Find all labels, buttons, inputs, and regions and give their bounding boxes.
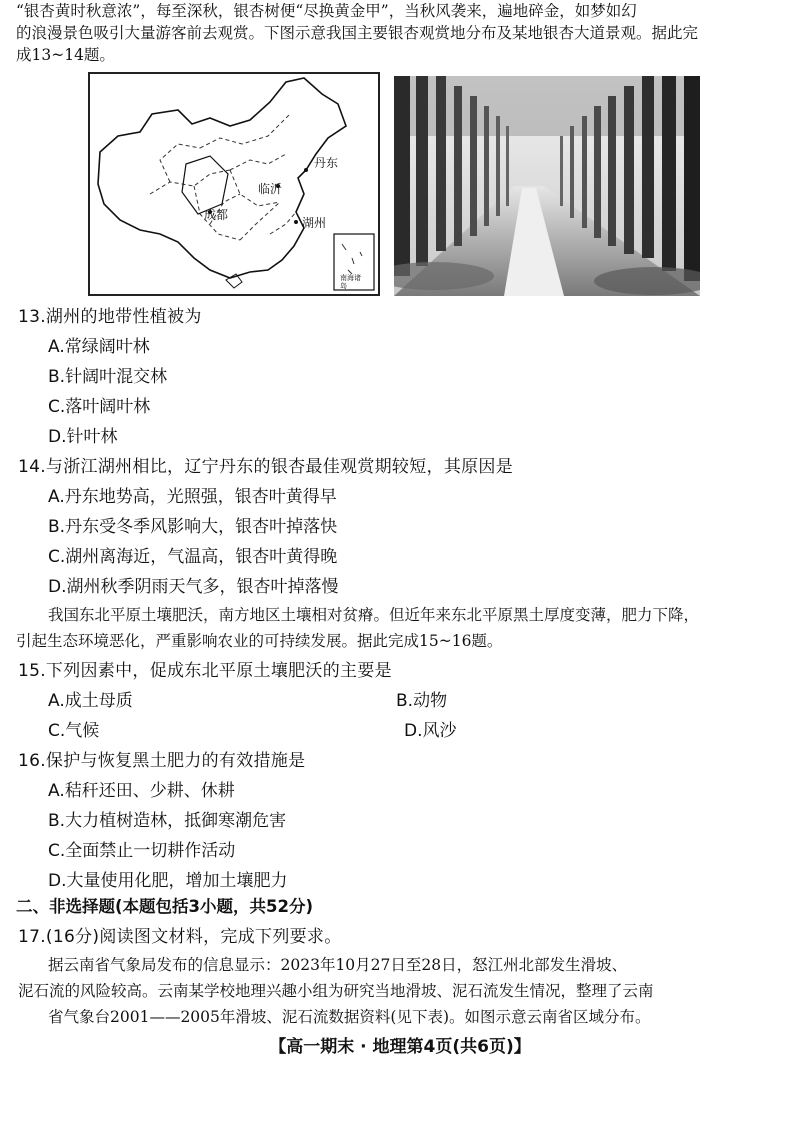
q17-stem: 17.(16分)阅读图文材料，完成下列要求。 — [18, 927, 342, 947]
inset-label: 南海诸岛 — [340, 274, 361, 290]
q16-stem: 16.保护与恢复黑土肥力的有效措施是 — [18, 751, 306, 771]
city-label-linyi: 临沂 — [258, 182, 283, 196]
q17-material-line-1: 据云南省气象局发布的信息显示：2023年10月27日至28日，怒江州北部发生滑坡、 — [48, 956, 628, 974]
q16-option-c: C.全面禁止一切耕作活动 — [48, 841, 236, 861]
section-2-title: 二、非选择题(本题包括3小题，共52分) — [16, 897, 314, 916]
city-label-chengdu: 成都 — [204, 208, 229, 222]
page-footer: 【高一期末 · 地理第4页(共6页)】 — [269, 1037, 531, 1057]
city-label-huzhou: 湖州 — [302, 216, 327, 230]
q13-option-d: D.针叶林 — [48, 427, 118, 447]
q14-option-b: B.丹东受冬季风影响大，银杏叶掉落快 — [48, 517, 338, 537]
ginkgo-avenue-photo — [394, 76, 700, 296]
china-map-figure — [88, 72, 380, 296]
q15-option-c: C.气候 — [48, 721, 100, 741]
ginkgo-avenue-illustration — [394, 76, 700, 296]
q13-option-c: C.落叶阔叶林 — [48, 397, 151, 417]
china-map-outline — [90, 74, 378, 294]
q16-option-a: A.秸秆还田、少耕、休耕 — [48, 781, 235, 801]
passage2-line-1: 我国东北平原土壤肥沃，南方地区土壤相对贫瘠。但近年来东北平原黑土厚度变薄，肥力下降， — [48, 606, 700, 624]
q13-option-a: A.常绿阔叶林 — [48, 337, 150, 357]
q14-option-c: C.湖州离海近，气温高，银杏叶黄得晚 — [48, 547, 338, 567]
q15-stem: 15.下列因素中，促成东北平原土壤肥沃的主要是 — [18, 661, 392, 681]
q17-material-line-3: 省气象台2001——2005年滑坡、泥石流数据资料(见下表)。如图示意云南省区域分布。 — [48, 1008, 651, 1026]
q13-stem: 13.湖州的地带性植被为 — [18, 307, 202, 327]
q14-option-a: A.丹东地势高，光照强，银杏叶黄得早 — [48, 487, 337, 507]
q16-option-b: B.大力植树造林，抵御寒潮危害 — [48, 811, 287, 831]
q14-option-d: D.湖州秋季阴雨天气多，银杏叶掉落慢 — [48, 577, 339, 597]
q15-option-a: A.成土母质 — [48, 691, 133, 711]
passage2-line-2: 引起生态环境恶化，严重影响农业的可持续发展。据此完成15~16题。 — [16, 632, 503, 650]
intro-line-1: “银杏黄时秋意浓”，每至深秋，银杏树便“尽换黄金甲”，当秋风袭来，遍地碎金，如梦如幻 — [16, 2, 637, 20]
q17-material-line-2: 泥石流的风险较高。云南某学校地理兴趣小组为研究当地滑坡、泥石流发生情况，整理了云南 — [18, 982, 654, 1000]
q15-option-d: D.风沙 — [404, 721, 457, 741]
intro-line-3: 成13~14题。 — [16, 46, 115, 64]
city-label-dandong: 丹东 — [314, 156, 339, 170]
q15-option-b: B.动物 — [396, 691, 448, 711]
q16-option-d: D.大量使用化肥，增加土壤肥力 — [48, 871, 288, 891]
intro-line-2: 的浪漫景色吸引大量游客前去观赏。下图示意我国主要银杏观赏地分布及某地银杏大道景观。据此完 — [16, 24, 699, 42]
q13-option-b: B.针阔叶混交林 — [48, 367, 168, 387]
q14-stem: 14.与浙江湖州相比，辽宁丹东的银杏最佳观赏期较短，其原因是 — [18, 457, 514, 477]
